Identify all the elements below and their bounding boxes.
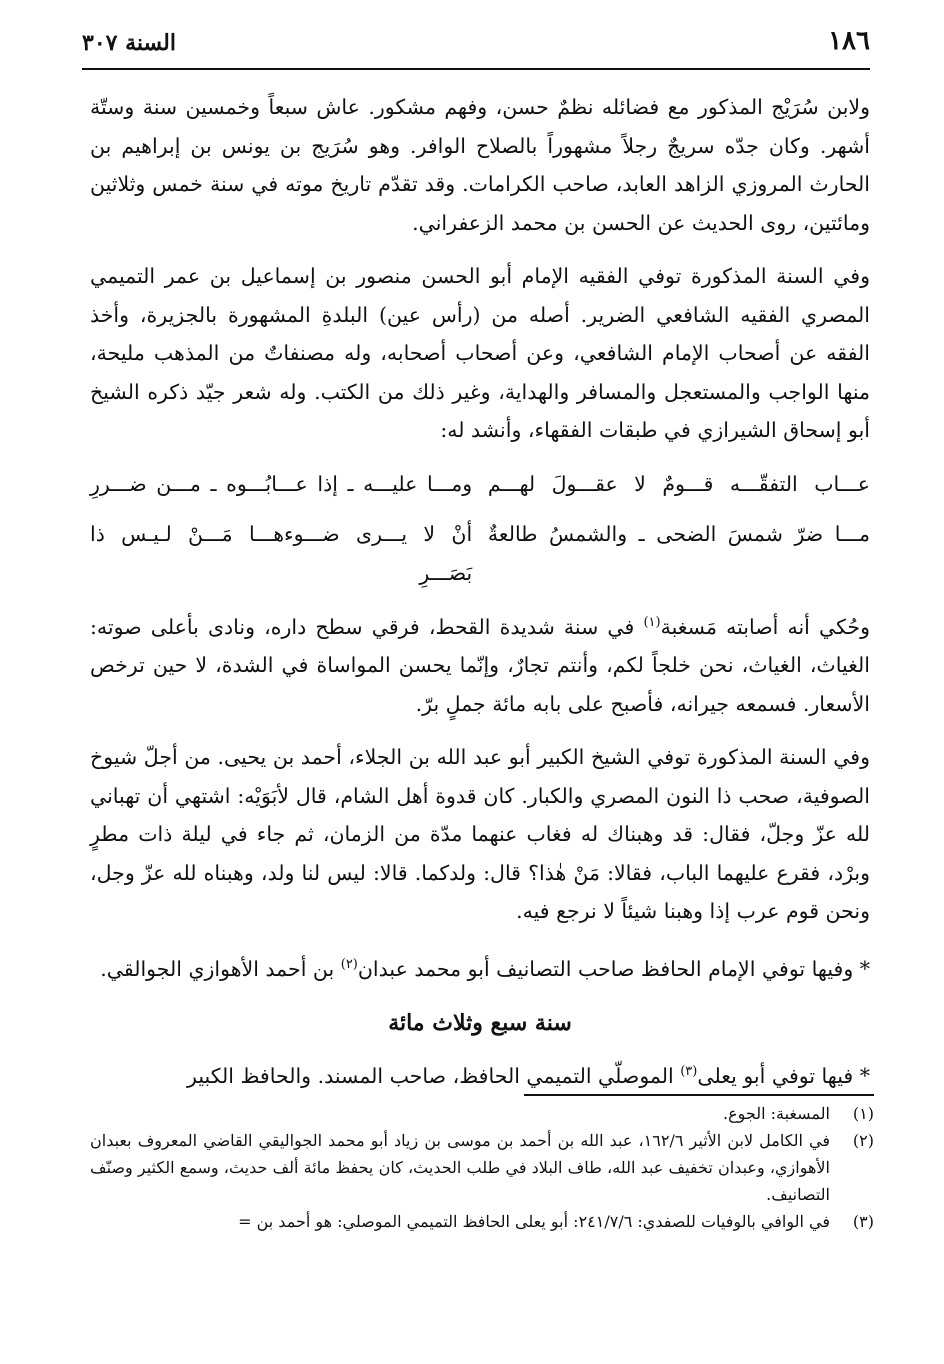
paragraph-abdan: [90, 946, 870, 988]
main-text: [90, 88, 870, 1110]
footnote-3: [90, 1208, 874, 1235]
poem-verse-1-second-hemistich: ومـــا عليـــه ـ إذا عـــابُـــوه ـ مـــن ضـــررِ: [90, 471, 473, 496]
footnotes: [90, 1100, 874, 1235]
footnote-3-number: (٣): [852, 1212, 874, 1231]
paragraph-famine-text-end: في سنة شديدة القحط، فرقي سطح داره، ونادى بأعلى صوته: الغياث، الغياث، نحن خلجاً لكم، وأنتم تجارٌ، وإنّما يحسن المواساة في الشدة، لا حين ترخص الأسعار. فسمعه جيرانه، فأصبح على بابه مائة جملٍ برّ.: [90, 614, 870, 716]
footnote-2-number: (٢): [852, 1131, 874, 1150]
poem-verse-2: [90, 515, 870, 592]
running-title: السنة ٣٠٧: [82, 30, 176, 56]
paragraph-famine-story: [90, 604, 870, 723]
poem-verse-1: [90, 465, 870, 504]
paragraph-ibn-suraij: ولابن سُرَيْج المذكور مع فضائله نظمٌ حسن، وفهم مشكور. عاش سبعاً وخمسين سنة وستّة أشهر. وكان جدّه سريجٌ رجلاً مشهوراً بالصلاح الوافر. وهو سُرَيج بن يونس بن إبراهيم بن الحارث المروزي الزاهد العابد، صاحب الكرامات. وقد تقدّم تاريخ موته في سنة خمس وثلاثين ومائتين، روى الحديث عن الحسن بن محمد الزعفراني.: [90, 95, 870, 235]
poem-verse-2-second-hemistich: أنْ لا يـــرى ضـــوءهـــا مَـــنْ لـيـس ذا بَصَـــرِ: [90, 522, 473, 585]
page-header: [82, 24, 870, 70]
footnote-ref-3[interactable]: (٣): [680, 1063, 698, 1079]
footnote-1-number: (١): [852, 1104, 874, 1123]
paragraph-mansur: وفي السنة المذكورة توفي الفقيه الإمام أبو الحسن منصور بن إسماعيل بن عمر التميمي المصري الفقيه الشافعي الضرير. أصله من (رأس عين) البلدةِ المشهورة بالجزيرة، وأخذ الفقه عن أصحاب الإمام الشافعي، وعن أصحاب أصحابه، وله مصنفاتٌ من المذهب مليحة، منها الواجب والمستعجل والمسافر والهداية، وغير ذلك من الكتب. وله شعر جيّد ذكره الشيخ أبو إسحاق الشيرازي في طبقات الفقهاء، وأنشد له:: [90, 264, 870, 442]
footnote-2-text: في الكامل لابن الأثير ١٦٢/٦، عبد الله بن أحمد بن موسى بن زياد أبو محمد الجواليقي القاضي المعروف بعبدان الأهوازي، وعبدان تخفيف عبد الله، طاف البلاد في طلب الحديث، كان يحفظ مائة ألف حديث، وسمع الكثير وصنّف التصانيف.: [90, 1131, 830, 1204]
footnote-ref-2[interactable]: (٢): [340, 956, 358, 972]
paragraph-abdan-text-end: بن أحمد الأهوازي الجوالقي.: [100, 956, 341, 981]
footnote-ref-1[interactable]: (١): [643, 615, 661, 630]
page-number: ١٨٦: [828, 26, 870, 56]
paragraph-abu-yala-text-start: * فيها توفي أبو يعلى: [697, 1063, 870, 1088]
footnote-3-text: في الوافي بالوفيات للصفدي: ٢٤١/٧/٦: أبو يعلى الحافظ التميمي الموصلي: هو أحمد بن =: [238, 1212, 830, 1231]
paragraph-abdan-text-start: * وفيها توفي الإمام الحافظ صاحب التصانيف أبو محمد عبدان: [357, 956, 870, 981]
section-heading-year-307: سنة سبع وثلاث مائة: [388, 1010, 572, 1037]
paragraph-famine-text-start: وحُكي أنه أصابته مَسغبة: [660, 614, 870, 639]
footnote-1-text: المسغبة: الجوع.: [723, 1104, 830, 1123]
footnote-1: [90, 1100, 874, 1127]
paragraph-ibn-al-jalla: وفي السنة المذكورة توفي الشيخ الكبير أبو عبد الله بن الجلاء، أحمد بن يحيى. من أجلّ شيوخ الصوفية، صحب ذا النون المصري والكبار. كان قدوة أهل الشام، قال لأبَوَيْه: اشتهي أن تهباني لله عزّ وجلّ، فقال: قد وهبناك له فغاب عنهما مدّة من الزمان، ثم جاء في ليلة ذات مطرٍ وبرْد، فقرع عليهما الباب، فقالا: مَنْ هٰذا؟ قال: ولدكما. قالا: ليس لنا ولد، وهبناه لله عزّ وجل، ونحن قوم عرب إذا وهبنا شيئاً لا نرجع فيه.: [90, 745, 870, 924]
footnote-2: [90, 1127, 874, 1208]
paragraph-abu-yala-text-end: الموصلّي التميمي الحافظ، صاحب المسند. والحافظ الكبير: [187, 1063, 681, 1088]
poem-verse-1-first-hemistich: عـــاب التفقّـــه قـــومٌ لا عقـــولَ لهـــم: [487, 471, 870, 496]
poem-verse-2-first-hemistich: مـــا ضرّ شمسَ الضحى ـ والشمسُ طالعةٌ: [487, 522, 870, 546]
footnote-divider: [524, 1094, 874, 1096]
poem: [90, 465, 870, 593]
paragraph-abu-yala: [90, 1053, 870, 1095]
